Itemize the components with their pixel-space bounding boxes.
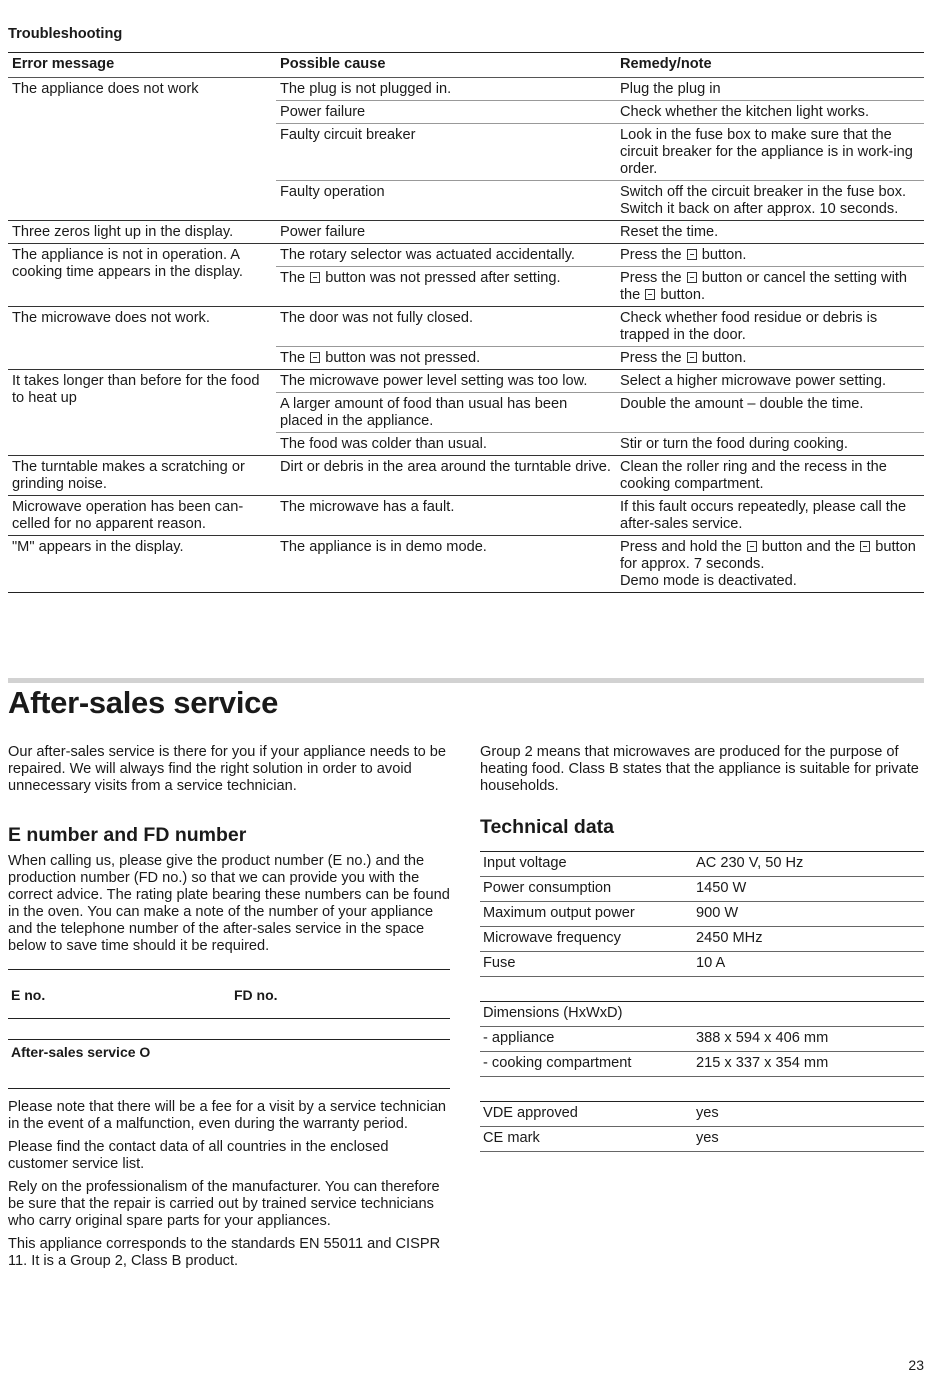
remedy-cell: Switch off the circuit breaker in the fuse box. Switch it back on after approx. 10 seconds. xyxy=(616,181,924,221)
note-form xyxy=(8,969,450,1089)
stop-icon xyxy=(645,289,655,300)
header-error-message: Error message xyxy=(8,53,276,78)
service-row xyxy=(8,1040,450,1089)
table-row xyxy=(480,877,924,902)
e-fd-row xyxy=(8,970,450,1019)
possible-cause-cell: The door was not fully closed. xyxy=(276,307,616,347)
remedy-cell: If this fault occurs repeatedly, please call the after-sales service. xyxy=(616,496,924,536)
fd-no-label: FD no. xyxy=(234,987,278,1003)
stop-icon xyxy=(860,541,870,552)
error-message-cell: Microwave operation has been can-celled for no apparent reason. xyxy=(8,496,276,536)
possible-cause-cell: The microwave has a fault. xyxy=(276,496,616,536)
start-icon xyxy=(310,352,320,363)
e-fd-heading: E number and FD number xyxy=(8,824,247,846)
stop-icon xyxy=(687,249,697,260)
table-row xyxy=(480,1027,924,1052)
table-header-row xyxy=(8,53,924,78)
table-row xyxy=(480,952,924,977)
tech-label-cell: - cooking compartment xyxy=(480,1052,693,1077)
tech-value-cell: 215 x 337 x 354 mm xyxy=(693,1052,924,1077)
possible-cause-cell: The plug is not plugged in. xyxy=(276,78,616,101)
remedy-cell: Stir or turn the food during cooking. xyxy=(616,433,924,456)
after-sales-paragraph: Please note that there will be a fee for a visit by a service technician in the event of a malfunction, even during the warranty period. xyxy=(8,1099,447,1132)
group-text: Group 2 means that microwaves are produced for the purpose of heating food. Class B states that the appliance is suitable for private households. xyxy=(480,744,919,794)
table-row xyxy=(480,852,924,877)
after-sales-paragraph: This appliance corresponds to the standards EN 55011 and CISPR 11. It is a Group 2, Class B product. xyxy=(8,1236,441,1269)
service-label: After-sales service O xyxy=(11,1044,151,1060)
table-row xyxy=(480,1127,924,1152)
table-row xyxy=(8,221,924,244)
spacer-cell xyxy=(480,977,924,1002)
table-row xyxy=(480,927,924,952)
table-row xyxy=(8,370,924,393)
remedy-cell: Look in the fuse box to make sure that the circuit breaker for the appliance is in work-ing order. xyxy=(616,124,924,181)
error-message-cell: The appliance is not in operation. A cooking time appears in the display. xyxy=(8,244,276,307)
error-message-cell: The turntable makes a scratching or grinding noise. xyxy=(8,456,276,496)
possible-cause-cell: Faulty circuit breaker xyxy=(276,124,616,181)
tech-label-cell: Dimensions (HxWxD) xyxy=(480,1002,693,1027)
form-gap xyxy=(8,1019,450,1040)
after-sales-paragraph: Please find the contact data of all countries in the enclosed customer service list. xyxy=(8,1139,389,1172)
after-sales-title: After-sales service xyxy=(8,685,279,720)
tech-value-cell: 1450 W xyxy=(693,877,924,902)
remedy-cell: Press the button. xyxy=(616,244,924,267)
remedy-cell: Check whether the kitchen light works. xyxy=(616,101,924,124)
remedy-cell: Check whether food residue or debris is trapped in the door. xyxy=(616,307,924,347)
possible-cause-cell: The rotary selector was actuated accidentally. xyxy=(276,244,616,267)
tech-value-cell: 2450 MHz xyxy=(693,927,924,952)
possible-cause-cell: Power failure xyxy=(276,101,616,124)
table-row xyxy=(8,536,924,593)
possible-cause-cell: Faulty operation xyxy=(276,181,616,221)
after-sales-paragraph: Rely on the professionalism of the manufacturer. You can therefore be sure that the repair is carried out by trained service technicians who carry original spare parts for your appliances. xyxy=(8,1179,440,1229)
manual-page xyxy=(8,0,924,1375)
page-number: 23 xyxy=(908,1357,924,1373)
possible-cause-cell: Dirt or debris in the area around the turntable drive. xyxy=(276,456,616,496)
tech-label-cell: Maximum output power xyxy=(480,902,693,927)
remedy-cell: Press the button or cancel the setting with the button. xyxy=(616,267,924,307)
remedy-cell: Select a higher microwave power setting. xyxy=(616,370,924,393)
header-remedy-note: Remedy/note xyxy=(616,53,924,78)
tech-label-cell: Input voltage xyxy=(480,852,693,877)
possible-cause-cell: The appliance is in demo mode. xyxy=(276,536,616,593)
start-icon xyxy=(687,352,697,363)
start-icon xyxy=(747,541,757,552)
error-message-cell: "M" appears in the display. xyxy=(8,536,276,593)
right-column xyxy=(480,744,924,1152)
tech-value-cell: yes xyxy=(693,1102,924,1127)
section-divider xyxy=(8,678,924,683)
tech-label-cell: Microwave frequency xyxy=(480,927,693,952)
tech-label-cell: CE mark xyxy=(480,1127,693,1152)
possible-cause-cell: Power failure xyxy=(276,221,616,244)
table-row xyxy=(480,1102,924,1127)
tech-label-cell: Power consumption xyxy=(480,877,693,902)
remedy-cell: Clean the roller ring and the recess in the cooking compartment. xyxy=(616,456,924,496)
table-row xyxy=(8,244,924,267)
error-message-cell: Three zeros light up in the display. xyxy=(8,221,276,244)
tech-label-cell: - appliance xyxy=(480,1027,693,1052)
table-row xyxy=(8,307,924,347)
after-sales-intro: Our after-sales service is there for you if your appliance needs to be repaired. We will always find the right solution in order to avoid unnecessary visits from a service technician. xyxy=(8,744,447,794)
tech-value-cell: 10 A xyxy=(693,952,924,977)
error-message-cell: The appliance does not work xyxy=(8,78,276,221)
table-row xyxy=(8,496,924,536)
possible-cause-cell: The microwave power level setting was too low. xyxy=(276,370,616,393)
left-column xyxy=(8,744,450,1276)
table-spacer-row xyxy=(480,977,924,1002)
remedy-cell: Double the amount – double the time. xyxy=(616,393,924,433)
table-row xyxy=(480,902,924,927)
tech-label-cell: Fuse xyxy=(480,952,693,977)
error-message-cell: It takes longer than before for the food to heat up xyxy=(8,370,276,456)
possible-cause-cell: The food was colder than usual. xyxy=(276,433,616,456)
spacer-cell xyxy=(480,1077,924,1102)
tech-value-cell: AC 230 V, 50 Hz xyxy=(693,852,924,877)
e-no-label: E no. xyxy=(11,987,46,1003)
troubleshooting-label: Troubleshooting xyxy=(8,26,123,42)
technical-table xyxy=(480,851,924,1152)
possible-cause-cell: A larger amount of food than usual has been placed in the appliance. xyxy=(276,393,616,433)
table-row xyxy=(480,1002,924,1027)
tech-label-cell: VDE approved xyxy=(480,1102,693,1127)
start-icon xyxy=(310,272,320,283)
tech-value-cell xyxy=(693,1002,924,1027)
tech-value-cell: 900 W xyxy=(693,902,924,927)
start-icon xyxy=(687,272,697,283)
table-spacer-row xyxy=(480,1077,924,1102)
after-sales-paragraphs xyxy=(8,1099,450,1270)
troubleshooting-table xyxy=(8,52,924,593)
tech-value-cell: yes xyxy=(693,1127,924,1152)
possible-cause-cell: The button was not pressed after setting. xyxy=(276,267,616,307)
technical-heading: Technical data xyxy=(480,816,615,838)
error-message-cell: The microwave does not work. xyxy=(8,307,276,370)
remedy-cell: Plug the plug in xyxy=(616,78,924,101)
tech-value-cell: 388 x 594 x 406 mm xyxy=(693,1027,924,1052)
possible-cause-cell: The button was not pressed. xyxy=(276,347,616,370)
table-row xyxy=(8,78,924,101)
header-possible-cause: Possible cause xyxy=(276,53,616,78)
table-row xyxy=(480,1052,924,1077)
remedy-cell: Press and hold the button and the button for approx. 7 seconds. Demo mode is deactivated. xyxy=(616,536,924,593)
e-fd-text: When calling us, please give the product number (E no.) and the production number (FD no.) so that we can provide you with the correct advice. The rating plate bearing these numbers can be found in the oven. You can make a note of the number of your appliance and the telephone number of the after-sales service in the space below to save time should it be required. xyxy=(8,853,450,954)
remedy-cell: Reset the time. xyxy=(616,221,924,244)
table-row xyxy=(8,456,924,496)
remedy-cell: Press the button. xyxy=(616,347,924,370)
